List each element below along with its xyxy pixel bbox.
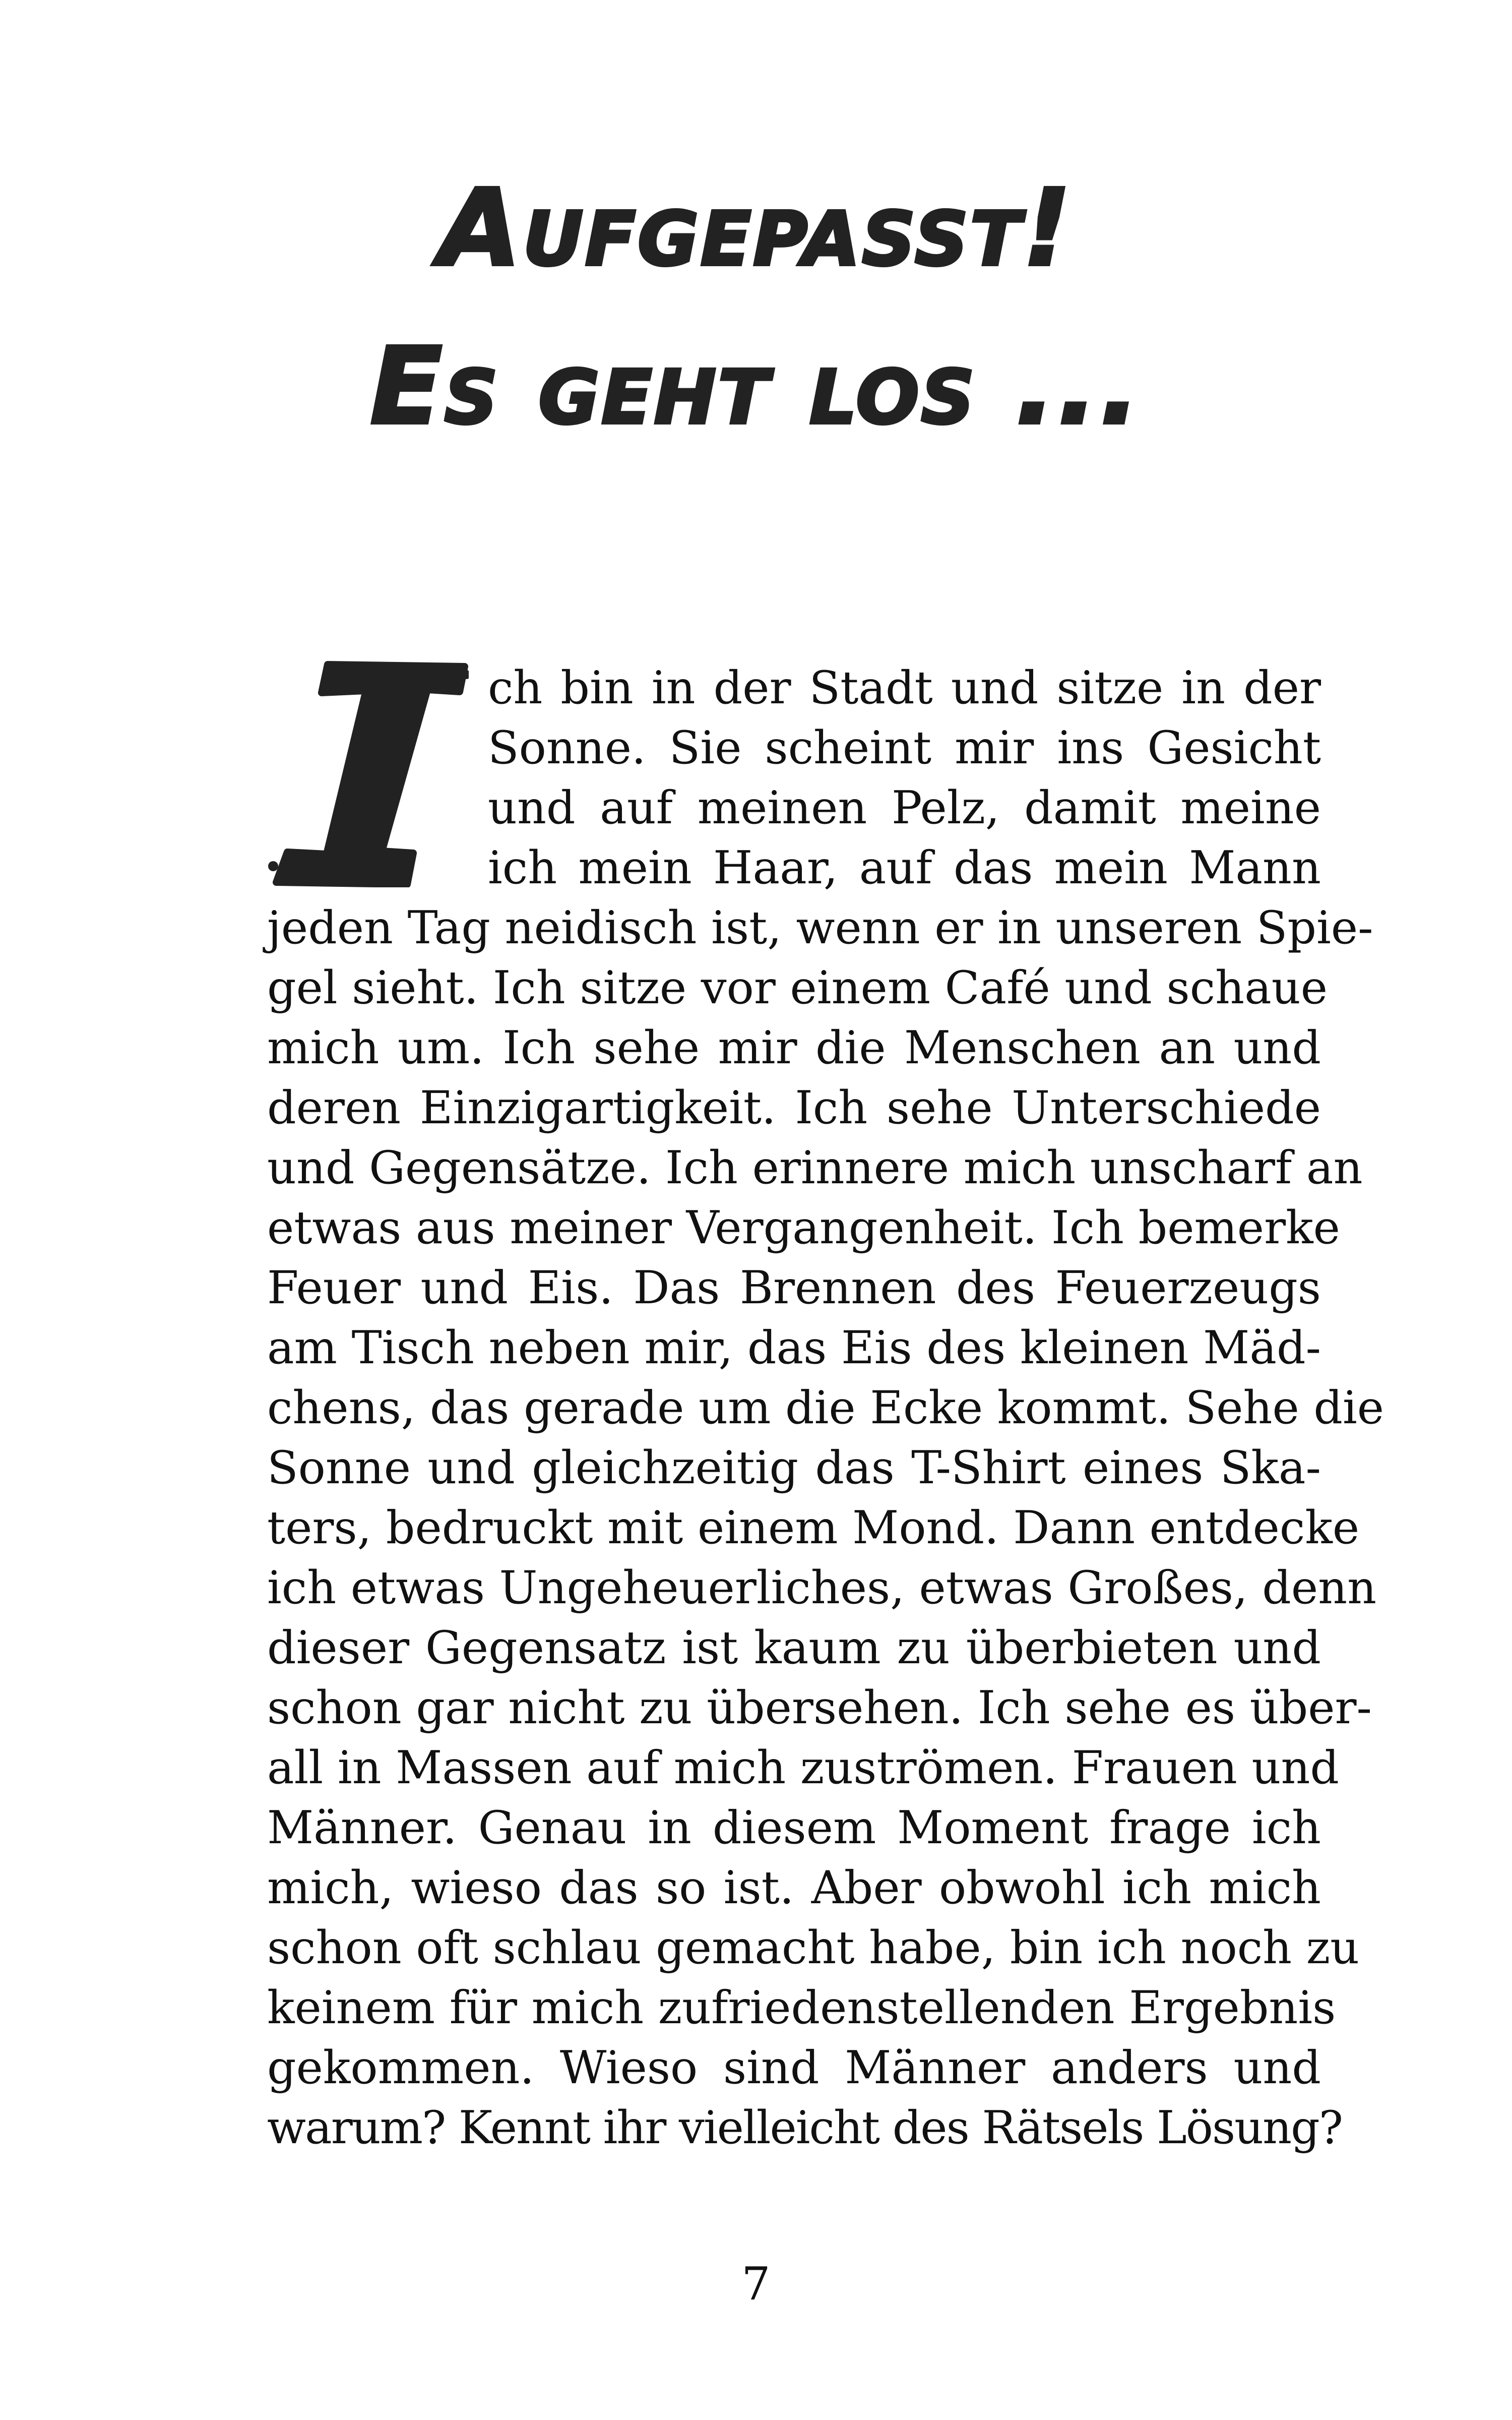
page-number: 7 — [741, 2258, 771, 2311]
text-line: und Gegensätze. Ich erinnere mich unscharf an — [267, 1141, 1363, 1194]
text-line: all in Massen auf mich zuströmen. Frauen und — [267, 1741, 1340, 1794]
text-line: ters, bedruckt mit einem Mond. Dann entdecke — [267, 1501, 1360, 1554]
text-line: ch bin in der Stadt und sitze in der — [488, 661, 1321, 714]
chapter-title-line-2: Es geht los ... — [370, 325, 1142, 448]
text-line: gekommen. Wieso sind Männer anders und — [267, 2041, 1321, 2094]
text-line: gel sieht. Ich sitze vor einem Café und schaue — [267, 961, 1328, 1014]
text-line: deren Einzigartigkeit. Ich sehe Unterschiede — [267, 1081, 1321, 1134]
drop-cap-glyph — [276, 664, 465, 884]
text-line: keinem für mich zufriedenstellenden Ergebnis — [267, 1981, 1336, 2034]
text-line: chens, das gerade um die Ecke kommt. Sehe die — [267, 1381, 1384, 1434]
text-line: Männer. Genau in diesem Moment frage ich — [267, 1801, 1321, 1854]
text-line: warum? Kennt ihr vielleicht des Rätsels Lösung? — [267, 2101, 1342, 2154]
text-line: jeden Tag neidisch ist, wenn er in unseren Spie- — [267, 901, 1373, 954]
text-line: Sonne. Sie scheint mir ins Gesicht — [488, 721, 1321, 774]
text-line: mich, wieso das so ist. Aber obwohl ich mich — [267, 1861, 1321, 1914]
text-line: Sonne und gleichzeitig das T-Shirt eines Ska- — [267, 1441, 1321, 1494]
text-line: etwas aus meiner Vergangenheit. Ich bemerke — [267, 1201, 1340, 1254]
text-line: ich mein Haar, auf das mein Mann — [488, 841, 1321, 894]
text-line: am Tisch neben mir, das Eis des kleinen Mäd- — [267, 1321, 1321, 1374]
text-line: dieser Gegensatz ist kaum zu überbieten und — [267, 1621, 1321, 1674]
text-line: mich um. Ich sehe mir die Menschen an und — [267, 1021, 1321, 1074]
text-line: schon gar nicht zu übersehen. Ich sehe es über- — [267, 1681, 1372, 1734]
text-line: und auf meinen Pelz, damit meine — [488, 781, 1321, 834]
text-line: ich etwas Ungeheuerliches, etwas Großes, denn — [267, 1561, 1377, 1614]
text-line: Feuer und Eis. Das Brennen des Feuerzeugs — [267, 1261, 1321, 1314]
drop-cap-letter — [267, 660, 469, 887]
text-line: schon oft schlau gemacht habe, bin ich noch zu — [267, 1921, 1360, 1974]
chapter-title-line-1: Aufgepasst! — [439, 166, 1073, 290]
